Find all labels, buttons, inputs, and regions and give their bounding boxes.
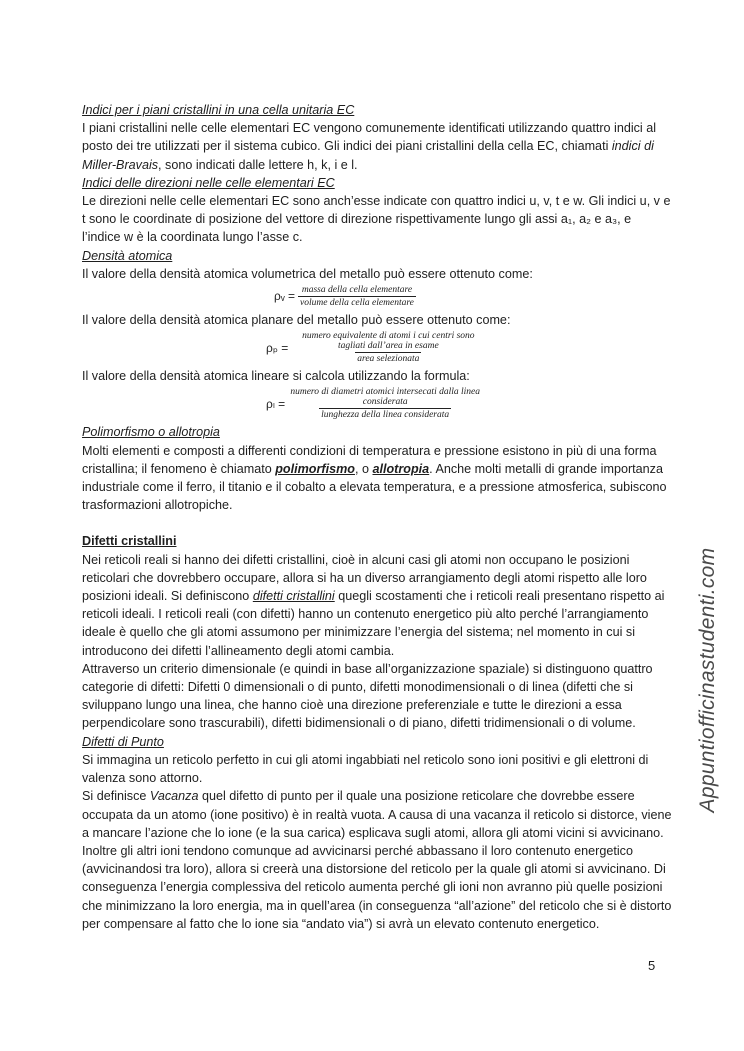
fraction bbox=[298, 285, 416, 308]
fraction-denominator: lunghezza della linea considerata bbox=[321, 410, 450, 421]
formula-volumetric bbox=[274, 285, 672, 308]
fraction bbox=[288, 387, 482, 420]
term-difetti-cristallini: difetti cristallini bbox=[252, 589, 335, 604]
heading-crystal-defects: Difetti cristallini bbox=[82, 534, 177, 549]
fraction-numerator: numero di diametri atomici intersecati dalla linea considerata bbox=[290, 387, 480, 408]
fraction bbox=[291, 331, 485, 364]
fraction-numerator: massa della cella elementare bbox=[301, 285, 413, 296]
fraction-denominator: area selezionata bbox=[357, 354, 420, 365]
line-linear-density: Il valore della densità atomica lineare si calcola utilizzando la formula: bbox=[82, 369, 470, 384]
page-number: 5 bbox=[648, 958, 656, 973]
text-run: Nei reticoli reali si hanno dei difetti cristallini, cioè in alcuni casi gli atomi non occupano le posizioni reticolari che dovrebbero occupare, allora si ha un diverso arrangiamento degli atomi rispetto alle loro posizioni ideali. Si definiscono bbox=[82, 552, 647, 604]
paragraph-point-defects-1: Si immagina un reticolo perfetto in cui gli atomi ingabbiati nel reticolo sono ioni positivi e gli elettroni di valenza sono attorno. bbox=[82, 752, 649, 786]
term-vacanza: Vacanza bbox=[149, 789, 199, 804]
formula-linear bbox=[266, 387, 672, 420]
term-miller-bravais: indici di Miller-Bravais bbox=[82, 139, 654, 172]
text-run: Molti elementi e composti a differenti condizioni di temperatura e pressione esistono in più di una forma cristallina; il fenomeno è chiamato bbox=[82, 443, 657, 476]
paragraph-polymorphism bbox=[82, 442, 672, 515]
term-allotropia: allotropia bbox=[372, 461, 430, 476]
text-run: . Anche molti metalli di grande importanza industriale come il ferro, il titanio e il cobalto a elevata temperatura, e a pressione atmosferica, subiscono trasformazioni allotropiche. bbox=[82, 461, 667, 513]
text-run: I piani cristallini nelle celle elementari EC vengono comunemente identificati utilizzando quattro indici al posto dei tre utilizzati per il sistema cubico. Gli indici dei piani cristallini della cella EC, chiamati bbox=[82, 121, 657, 154]
text-run: , sono indicati dalle lettere h, k, i e l. bbox=[158, 157, 358, 172]
text-run: , o bbox=[354, 461, 373, 476]
formula-planar bbox=[266, 331, 672, 364]
formula-lhs: ρᵥ = bbox=[274, 289, 296, 304]
fraction-numerator: numero equivalente di atomi i cui centri sono tagliati dall’area in esame bbox=[302, 331, 475, 352]
watermark-text: Appuntiofficinastudenti.com bbox=[696, 547, 719, 813]
paragraph-directions: Le direzioni nelle celle elementari EC sono anch’esse indicate con quattro indici u, v, t e w. Gli indici u, v e t sono le coordinate di posizione del vettore di direzione rispettivamente lungo gli assi a₁, a₂ e a₃, e l’indice w è la coordinata lungo l’asse c. bbox=[82, 194, 671, 245]
line-planar-density: Il valore della densità atomica planare del metallo può essere ottenuto come: bbox=[82, 313, 511, 328]
text-run: Si definisce bbox=[82, 789, 150, 804]
line-volumetric-density: Il valore della densità atomica volumetrica del metallo può essere ottenuto come: bbox=[82, 266, 533, 281]
formula-lhs: ρₗ = bbox=[266, 396, 286, 411]
paragraph-vacancy bbox=[82, 787, 672, 933]
paragraph-defects-intro bbox=[82, 551, 672, 660]
heading-atomic-density: Densità atomica bbox=[82, 248, 173, 263]
heading-polymorphism: Polimorfismo o allotropia bbox=[82, 425, 220, 440]
page-content bbox=[82, 101, 672, 933]
heading-miller-bravais-planes: Indici per i piani cristallini in una cella unitaria EC bbox=[82, 103, 355, 117]
fraction-denominator: volume della cella elementare bbox=[300, 298, 414, 309]
formula-lhs: ρₚ = bbox=[266, 340, 289, 355]
text-run: quegli scostamenti che i reticoli reali presentano rispetto ai reticoli ideali. I reticoli reali (con difetti) hanno un contenuto energetico più alto perché l’arrangiamento ideale è quello che gli atomi assumono per minimizzare l’energia del sistema; nel momento in cui si introducono dei difetti l’allineamento degli atomi cambia. bbox=[82, 589, 665, 658]
text-run: quel difetto di punto per il quale una posizione reticolare che dovrebbe essere occupata da un atomo (ione positivo) è in realtà vuota. A causa di una vacanza il reticolo si distorce, viene a mancare l’azione che lo ione (e la sua carica) esplicava sugli atomi, allora gli atomi vicini si avvicinano. Inoltre gli altri ioni tendono comunque ad avvicinarsi perché abbassano il loro contenuto energetico (avvicinandosi tra loro), allora si creerà una distorsione del reticolo per la quale gli atomi si avvicinano. Di conseguenza l’energia complessiva del reticolo aumenta perché gli ioni non avranno più quelle posizioni che minimizzano la loro energia, ma in quell’area (in conseguenza “all’azione” del reticolo che si è distorto per compensare al fatto che lo ione sia “andato via”) si avrà un elevato contenuto energetico. bbox=[82, 789, 672, 931]
term-polimorfismo: polimorfismo bbox=[275, 461, 355, 476]
spacer bbox=[82, 514, 672, 532]
paragraph-planes bbox=[82, 119, 672, 174]
paragraph-defects-categories: Attraverso un criterio dimensionale (e quindi in base all’organizzazione spaziale) si distinguono quattro categorie di difetti: Difetti 0 dimensionali o di punto, difetti monodimensionali o di linea (difetti che si sviluppano lungo una linea, che hanno cioè una direzione preferenziale e tutte le direzioni a essa perpendicolare sono trascurabili), difetti bidimensionali o di piano, difetti tridimensionali o di volume. bbox=[82, 661, 653, 731]
heading-directions: Indici delle direzioni nelle celle elementari EC bbox=[82, 175, 335, 190]
heading-point-defects: Difetti di Punto bbox=[82, 734, 164, 749]
